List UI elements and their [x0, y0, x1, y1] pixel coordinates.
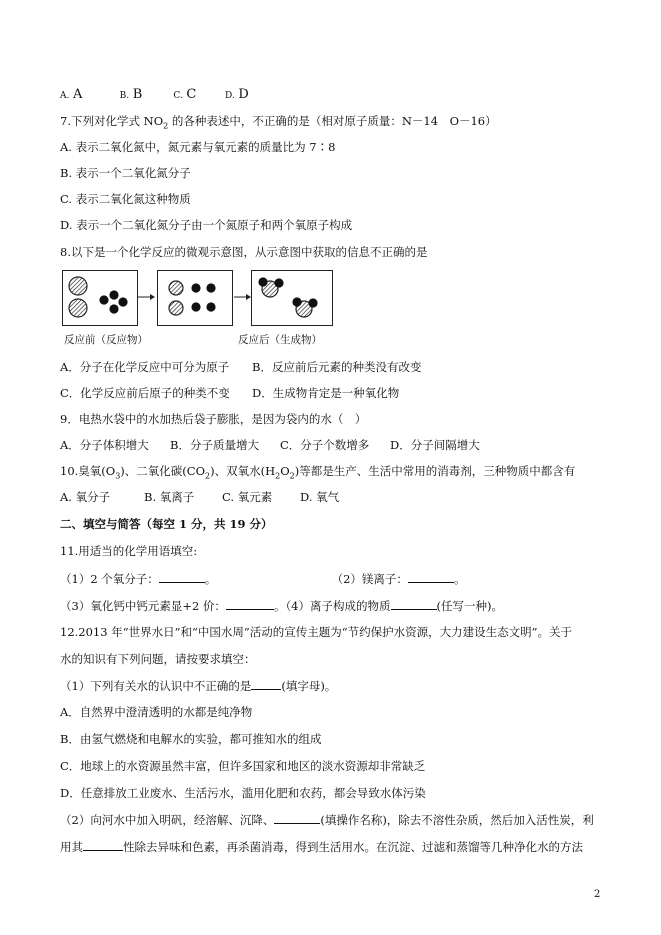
q11-item1-label: （1）2 个氧分子：: [60, 572, 159, 586]
q9-options: [60, 437, 480, 453]
caption-before: 反应前（反应物）: [64, 334, 148, 346]
q11-item2-end: 。: [453, 572, 466, 586]
q10-sub: 3: [115, 471, 121, 481]
q12-sub2-c: 用其: [60, 840, 83, 854]
q11-item3-end: 。: [273, 599, 286, 613]
hatched-atom: [169, 281, 183, 295]
black-atom: [191, 302, 200, 311]
black-atom: [109, 304, 118, 313]
black-atom: [118, 297, 127, 306]
q10-sub: 2: [275, 471, 281, 481]
q10-option-c: C. 氧元素: [222, 490, 273, 504]
intermediate-box: [157, 270, 233, 326]
q7-option-c: C. 表示二氧化氮这种物质: [60, 192, 191, 206]
black-atom: [274, 278, 283, 287]
q7-stem-post: 的各种表述中，不正确的是（相对原子质量：N－14 O－16）: [168, 114, 497, 128]
intermediate-atoms: [158, 271, 232, 325]
q9-stem: 9．电热水袋中的水加热后袋子膨胀，是因为袋内的水（ ）: [60, 412, 367, 426]
section2-title: 二、填空与简答（每空 1 分，共 19 分）: [60, 517, 273, 531]
black-atom: [206, 283, 215, 292]
q8-option-b: B．反应前后元素的种类没有改变: [252, 360, 422, 374]
hatched-atom: [169, 301, 183, 315]
q6-options: [60, 86, 249, 104]
q10-option-b: B. 氧离子: [144, 490, 195, 504]
q7-option-d: D. 表示一个二氧化氮分子由一个氮原子和两个氧原子构成: [60, 218, 353, 232]
answer-blank[interactable]: [226, 597, 274, 610]
q8-options-row1: [60, 359, 421, 375]
reactants-molecules: [63, 271, 137, 325]
q9-option-b: B．分子质量增大: [170, 438, 259, 452]
q10-part: O: [280, 464, 290, 478]
black-atom: [292, 297, 301, 306]
q9-option-c: C．分子个数增多: [280, 438, 370, 452]
black-atom: [109, 290, 118, 299]
reaction-diagram: [62, 270, 342, 348]
q7-stem: [60, 113, 497, 134]
q10-options: [60, 489, 339, 505]
q6-option-letter-b: B.: [119, 91, 130, 101]
hatched-atom: [69, 299, 87, 317]
q10-option-d: D. 氧气: [300, 490, 340, 504]
q11-item3-label: （3）氧化钙中钙元素显+2 价：: [60, 599, 226, 613]
answer-blank[interactable]: [274, 811, 320, 824]
q12-sub1-label: （1）下列有关水的认识中不正确的是: [60, 679, 252, 693]
q12-sub2-line2: [60, 838, 583, 855]
q10-part: 10.臭氧(O: [60, 464, 116, 478]
q6-option-letter-a: A.: [60, 91, 70, 101]
q8-options-row2: [60, 385, 399, 401]
q7-stem-pre: 7.下列对化学式 NO: [60, 114, 164, 128]
q12-sub1: [60, 677, 336, 694]
q12-option-c: C．地球上的水资源虽然丰富，但许多国家和地区的淡水资源却非常缺乏: [60, 759, 426, 773]
q10-part: )等都是生产、生活中常用的消毒剂，三种物质中都含有: [294, 464, 576, 478]
black-atom: [206, 302, 215, 311]
caption-after: 反应后（生成物）: [238, 334, 322, 346]
answer-blank[interactable]: [159, 570, 205, 583]
q12-line2: 水的知识有下列问题，请按要求填空：: [60, 652, 256, 666]
q11-stem: 11.用适当的化学用语填空:: [60, 544, 198, 558]
q8-option-d: D．生成物肯定是一种氧化物: [252, 386, 400, 400]
q10-stem: [60, 463, 575, 484]
q7-stem-sub: 2: [163, 121, 169, 131]
q11-item2-label: （2）镁离子：: [331, 572, 408, 586]
q10-sub: 2: [205, 471, 211, 481]
q12-option-a: A．自然界中澄清透明的水都是纯净物: [60, 705, 253, 719]
q11-row2: [60, 597, 503, 614]
q6-option-letter-c: C.: [173, 91, 183, 101]
q11-item1-end: 。: [204, 572, 217, 586]
q7-option-b: B. 表示一个二氧化氮分子: [60, 166, 191, 180]
product-molecules: [252, 271, 332, 325]
answer-blank[interactable]: [408, 570, 454, 583]
answer-blank[interactable]: [251, 677, 281, 690]
q12-option-b: B．由氢气燃烧和电解水的实验，都可推知水的组成: [60, 732, 322, 746]
q6-option-a: A: [73, 87, 83, 102]
q10-part: )、双氧水(H: [210, 464, 276, 478]
q6-option-c: C: [186, 87, 197, 102]
q6-option-d: D: [238, 87, 249, 102]
q11-item4-end: (任写一种)。: [436, 599, 503, 613]
q12-line1: 12.2013 年“世界水日”和“中国水周”活动的宣传主题为“节约保护水资源，大力建设生态文明”。关于: [60, 625, 572, 639]
q8-option-c: C．化学反应前后原子的种类不变: [60, 386, 230, 400]
q8-option-a: A．分子在化学反应中可分为原子: [60, 360, 230, 374]
q11-item4-label: （4）离子构成的物质: [285, 599, 391, 613]
black-atom: [99, 295, 108, 304]
q12-sub1-end: (填字母)。: [281, 679, 337, 693]
page-number: 2: [594, 889, 601, 900]
arrow-icon: [138, 292, 156, 302]
q11-row1: [60, 570, 465, 587]
q12-option-d: D．任意排放工业废水、生活污水，滥用化肥和农药，都会导致水体污染: [60, 786, 426, 800]
hatched-atom: [69, 277, 87, 295]
q9-option-d: D．分子间隔增大: [390, 438, 480, 452]
q10-sub: 2: [289, 471, 295, 481]
q8-stem: 8.以下是一个化学反应的微观示意图，从示意图中获取的信息不正确的是: [60, 245, 428, 259]
q12-sub2-line1: [60, 811, 594, 828]
arrow-icon: [234, 292, 252, 302]
reactants-box: [62, 270, 138, 326]
q12-sub2-b: (填操作名称)，除去不溶性杂质，然后加入活性炭，利: [320, 813, 594, 827]
q6-option-b: B: [132, 87, 143, 102]
products-box: [251, 270, 333, 326]
q10-option-a: A. 氧分子: [60, 490, 111, 504]
answer-blank[interactable]: [391, 597, 437, 610]
q12-sub2-a: （2）向河水中加入明矾，经溶解、沉降、: [60, 813, 275, 827]
black-atom: [191, 283, 200, 292]
answer-blank[interactable]: [83, 838, 123, 851]
q9-option-a: A．分子体积增大: [60, 438, 149, 452]
black-atom: [308, 298, 317, 307]
q6-option-letter-d: D.: [224, 91, 235, 101]
q12-sub2-d: 性除去异味和色素，再杀菌消毒，得到生活用水。在沉淀、过滤和蒸馏等几种净化水的方法: [123, 840, 583, 854]
q7-option-a: A. 表示二氧化氮中，氮元素与氧元素的质量比为 7∶8: [60, 140, 336, 154]
black-atom: [258, 277, 267, 286]
q10-part: )、二氧化碳(CO: [120, 464, 205, 478]
